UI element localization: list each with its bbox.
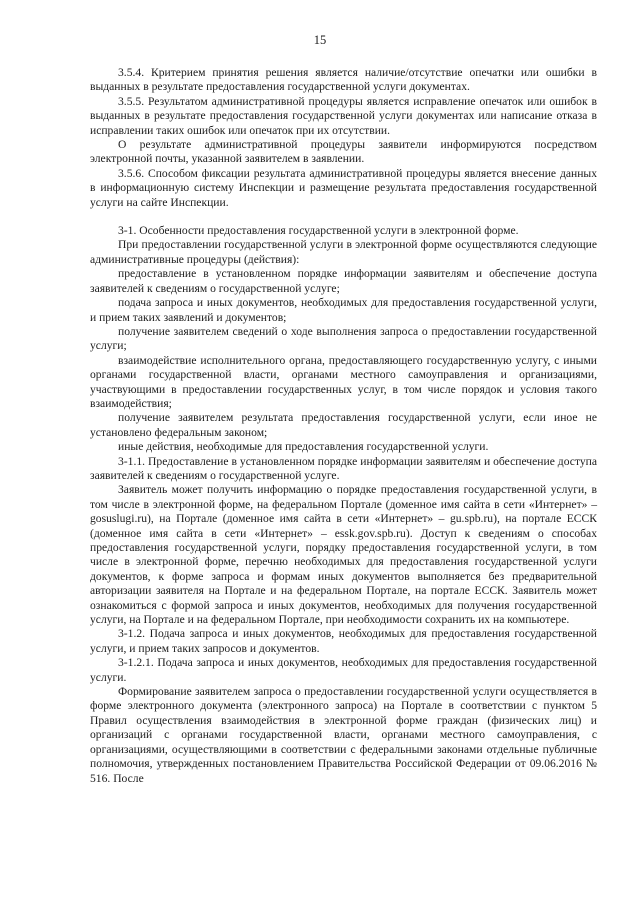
paragraph-3-1-1: 3-1.1. Предоставление в установленном порядке информации заявителям и обеспечение доступа заявителей к сведениям о государственной услуге. — [90, 454, 597, 482]
paragraph-3-5-4: 3.5.4. Критерием принятия решения является наличие/отсутствие опечатки или ошибки в выданных в результате предоставления государственной услуги документах. — [90, 66, 597, 94]
paragraph-request-formation: Формирование заявителем запроса о предоставлении государственной услуги осуществляется в форме электронного документа (электронного запроса) на Портале в соответствии с пунктом 5 Правил осуществления взаимодействия в электронной форме граждан (физических лиц) и организаций с органами государственной власти, органами местного самоуправления, с организациями, осуществляющими в соответствии с федеральными законами отдельные публичные полномочия, утвержденных постановлением Правительства Российской Федерации от 09.06.2016 № 516. После — [90, 685, 597, 785]
list-item-information: предоставление в установленном порядке информации заявителям и обеспечение доступа заявителей к сведениям о государственной услуге; — [90, 267, 597, 295]
page-number: 15 — [313, 33, 327, 47]
paragraph-portals-info: Заявитель может получить информацию о порядке предоставления государственной услуги, в том числе в электронной форме, на федеральном Портале (доменное имя сайта в сети «Интернет» – gosuslugi.ru), на Портале (доменное имя сайта в сети «Интернет» – gu.spb.ru), на портале ЕССК (доменное имя сайта в сети «Интернет» – essk.gov.spb.ru). Доступ к сведениям о способах предоставления государственной услуги, порядку предоставления государственной услуги, в том числе в электронной форме, перечню необходимых для предоставления государственной услуги документов, к форме запроса и формам иных документов выполняется без предварительной авторизации заявителя на Портале и на федеральном Портале, на портале ЕССК. Заявитель может ознакомиться с формой запроса и иных документов, необходимых для получения государственной услуги, на Портале и на федеральном Портале, при необходимости сохранить их на компьютере. — [90, 483, 597, 627]
list-item-interaction: взаимодействие исполнительного органа, предоставляющего государственную услугу, с иными органами государственной власти, органами местного самоуправления и организациями, участвующими в предоставлении государственных услуг, в том числе порядок и условия такого взаимодействия; — [90, 353, 597, 410]
list-item-status: получение заявителем сведений о ходе выполнения запроса о предоставлении государственной услуги; — [90, 324, 597, 353]
paragraph-3-5-5: 3.5.5. Результатом административной процедуры является исправление опечаток или ошибок в выданных в результате предоставления государственной услуги документах или написание отказа в исправлении таких ошибок или опечаток при их отсутствии. — [90, 94, 597, 137]
document-body — [90, 66, 597, 786]
list-item-submission: подача запроса и иных документов, необходимых для предоставления государственной услуги, и прием таких заявлений и документов; — [90, 296, 597, 324]
paragraph-notification: О результате административной процедуры заявители информируются посредством электронной почты, указанной заявителем в заявлении. — [90, 138, 597, 166]
section-heading-3-1: 3-1. Особенности предоставления государственной услуги в электронной форме. — [118, 224, 519, 238]
list-item-result: получение заявителем результата предоставления государственной услуги, если иное не установлено федеральным законом; — [90, 411, 597, 439]
paragraph-3-1-2-1: 3-1.2.1. Подача запроса и иных документов, необходимых для предоставления государственной услуги. — [90, 656, 597, 684]
paragraph-procedures-intro: При предоставлении государственной услуги в электронной форме осуществляются следующие административные процедуры (действия): — [90, 238, 597, 266]
paragraph-3-5-6: 3.5.6. Способом фиксации результата административной процедуры является внесение данных в информационную систему Инспекции и размещение результата предоставления государственной услуги на сайте Инспекции. — [90, 166, 597, 209]
list-item-other: иные действия, необходимые для предоставления государственной услуги. — [118, 440, 489, 454]
paragraph-3-1-2: 3-1.2. Подача запроса и иных документов, необходимых для предоставления государственной услуги, и прием таких запросов и документов. — [90, 627, 597, 655]
